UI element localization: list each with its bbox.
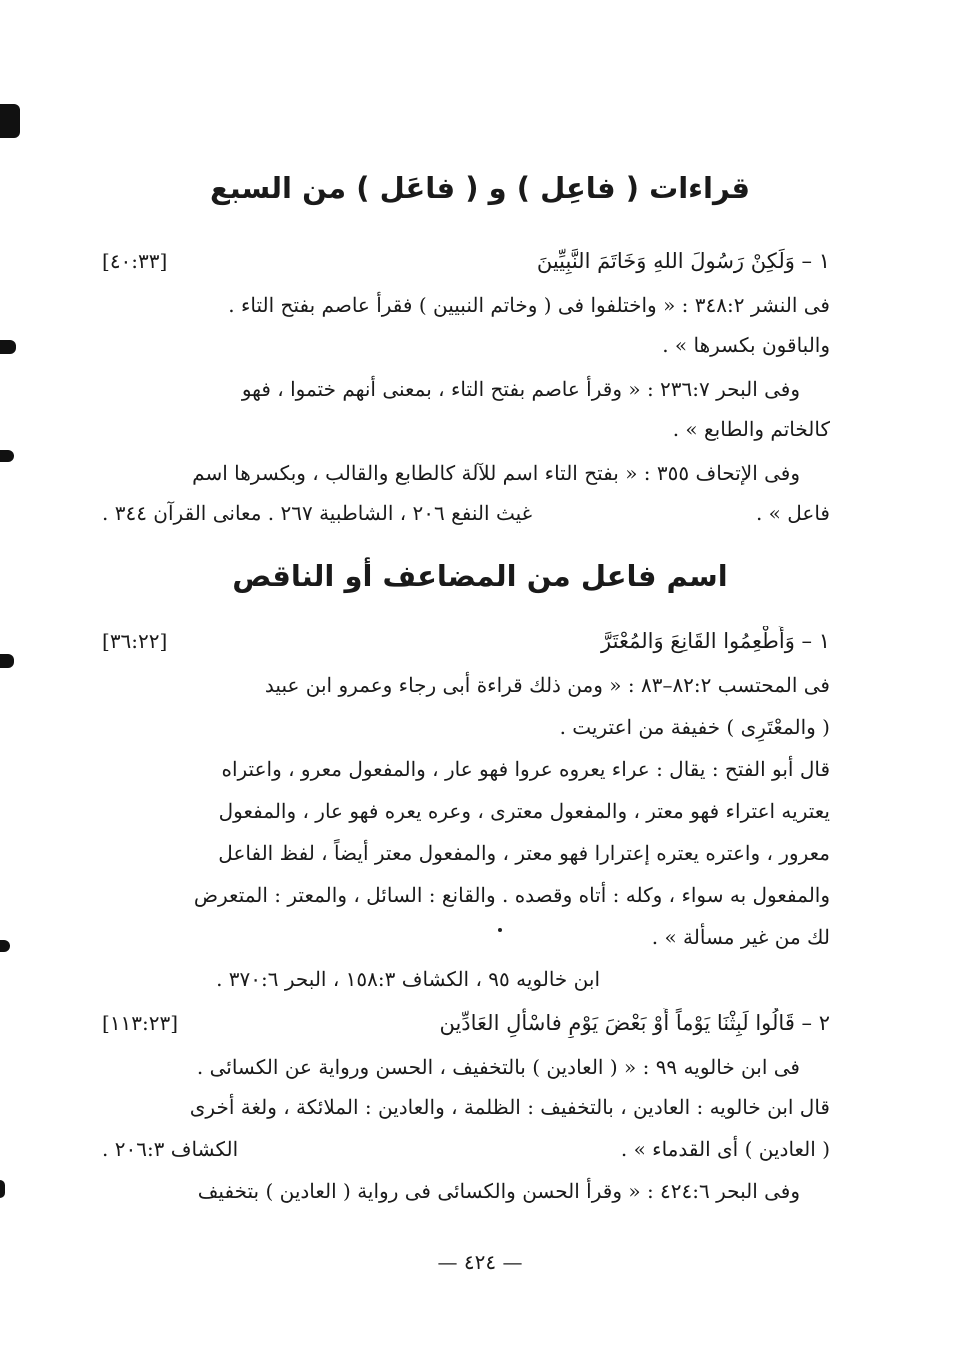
section-title: قراءات ( فاعِل ) و ( فاعَل ) من السبع xyxy=(210,171,750,205)
verse-reference: [٤٠:٣٣] xyxy=(102,249,168,273)
scan-edge-mark xyxy=(0,450,14,462)
text-line: ( العادين ) أى القدماء » . xyxy=(620,1137,830,1161)
scan-edge-mark xyxy=(0,104,20,138)
text-line: يعتريه اعتراء فهو معتر ، والمفعول معترى ، وعره يعره فهو عار ، والمفعول xyxy=(218,799,830,823)
scan-edge-mark xyxy=(0,654,14,668)
text-line: ( والمعْتَرِى ) خفيفة من اعتريت . xyxy=(559,715,830,739)
scan-edge-mark xyxy=(0,340,16,354)
text-line: لك من غير مسألة » . xyxy=(651,925,830,949)
text-line: فى النشر ٣٤٨:٢ : « واختلفوا فى ( وخاتم النبيين ) فقرأ عاصم بفتح التاء . xyxy=(228,293,830,317)
sources-line: ابن خالويه ٩٥ ، الكشاف ١٥٨:٣ ، البحر ٣٧٠:٦ . xyxy=(216,967,600,991)
text-line: فاعل » . xyxy=(755,501,830,525)
verse-line: ٢ – قَالُوا لَبِثْنَا يَوْماً أَوْ بَعْضَ يَوْمٍ فاسْأَلِ العَادِّين xyxy=(439,1011,830,1035)
page-number: — ٤٢٤ — xyxy=(437,1250,523,1274)
verse-reference: [٣٦:٢٢] xyxy=(102,629,168,653)
scan-edge-mark xyxy=(0,1180,5,1198)
text-line: والباقون بكسرها » . xyxy=(662,333,830,357)
text-line: وفى البحر ٢٣٦:٧ : « وقرأ عاصم بفتح التاء ، بمعنى أنهم ختموا ، فهو xyxy=(241,377,800,401)
sources-line: غيث النفع ٢٠٦ ، الشاطبية ٢٦٧ . معانى القرآن ٣٤٤ . xyxy=(102,501,533,525)
text-line: فى ابن خالويه ٩٩ : « ( العادين ) بالتخفيف ، الحسن ورواية عن الكسائى . xyxy=(196,1055,800,1079)
verse-line: ١ – وَأَطْعِمُوا القَانِعَ وَالمُعْتَرَّ xyxy=(601,629,830,653)
text-line: كالخاتم والطابع » . xyxy=(672,417,830,441)
verse-line: ١ – وَلَكِنْ رَسُولَ اللهِ وَخَاتَمَ النَّبِيِّينَ xyxy=(536,249,830,273)
text-line: وفى البحر ٤٢٤:٦ : « وقرأ الحسن والكسائى فى رواية ( العادين ) بتخفيف xyxy=(197,1179,800,1203)
verse-reference: [١١٣:٢٣] xyxy=(102,1011,179,1035)
text-line: والمفعول به سواء ، وكله : أتاه وقصده . والقانع : السائل ، والمعتر : المتعرض xyxy=(193,883,830,907)
text-line: قال ابن خالويه : العادين ، بالتخفيف : الظلمة ، والعادين : الملائكة ، ولغة أخرى xyxy=(189,1095,830,1119)
text-line: قال أبو الفتح : يقال : عراء يعروه عروا فهو عار ، والمفعول معرو ، واعتراه xyxy=(221,757,830,781)
text-line: وفى الإتحاف ٣٥٥ : « بفتح التاء اسم للآلة كالطابع والقالب ، وبكسرها اسم xyxy=(192,461,800,485)
text-line: فى المحتسب ٨٢:٢–٨٣ : « ومن ذلك قراءة أبى رجاء وعمرو ابن عبيد xyxy=(264,673,830,697)
sources-line: الكشاف ٢٠٦:٣ . xyxy=(102,1137,239,1161)
section-title: اسم فاعل من المضاعف أو الناقص xyxy=(232,559,728,593)
text-line: معرور ، واعتره يعتره إعترارا فهو معتر ، والمفعول معتر أيضاً ، لفظ الفاعل xyxy=(218,841,830,865)
scan-edge-mark xyxy=(0,940,10,952)
ink-speck xyxy=(498,928,502,932)
